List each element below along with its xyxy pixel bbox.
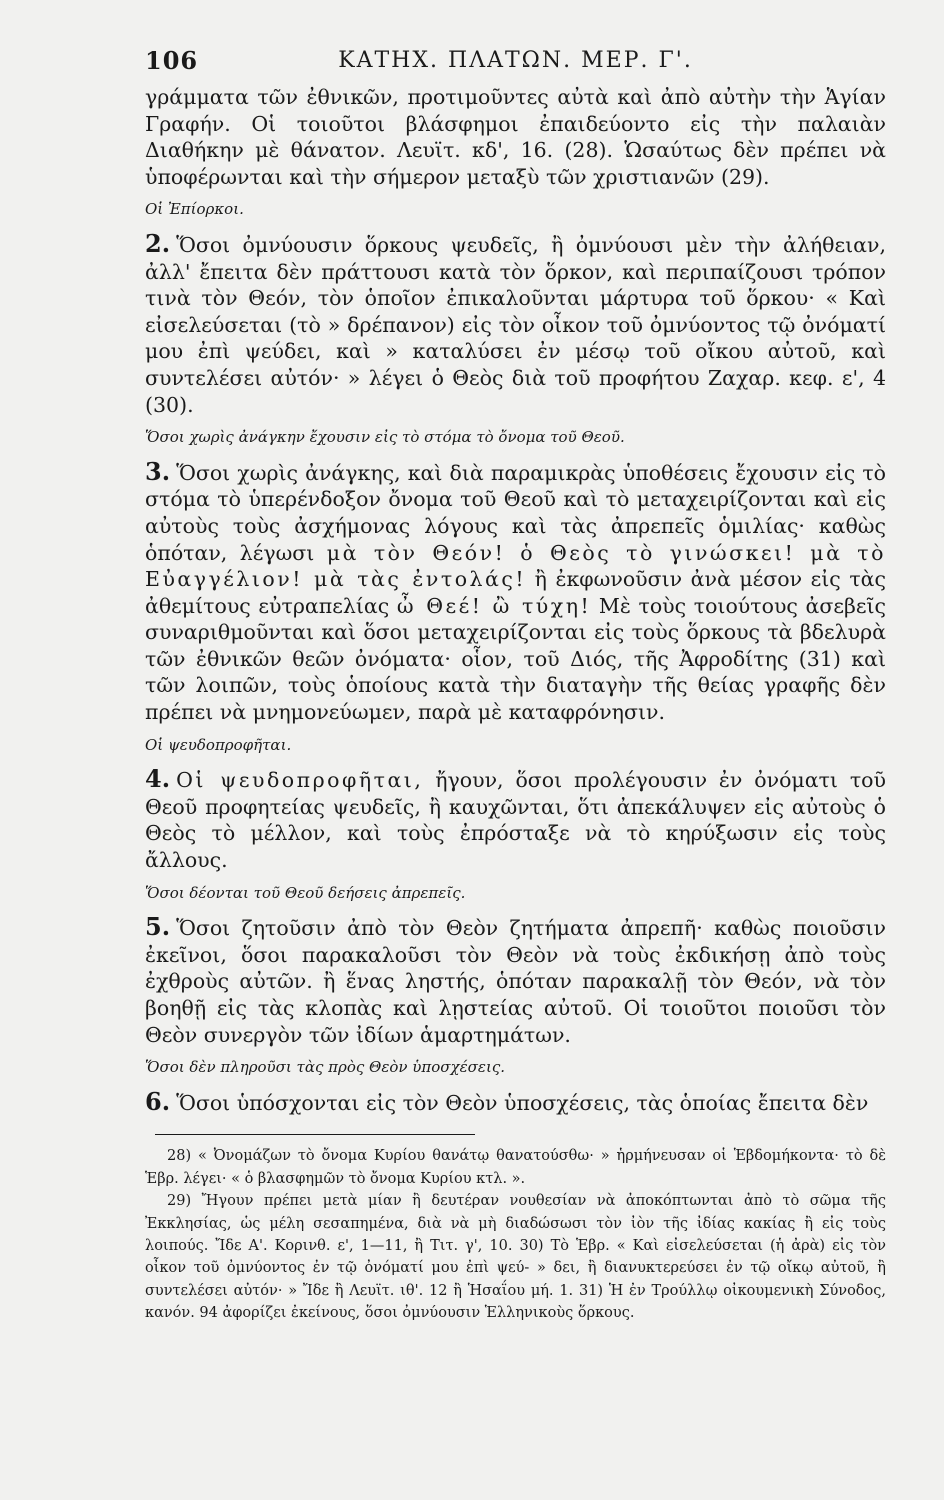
section-number: 5. [145, 912, 171, 942]
section-text: Ὅσοι ὑπόσχονται εἰς τὸν Θεὸν ὑποσχέσεις, τὰς ὁποίας ἔπειτα δὲν [176, 1090, 869, 1115]
section-text: Ὅσοι ὀμνύουσιν ὅρκους ψευδεῖς, ἢ ὀμνύουσι μὲν τὴν ἀλήθειαν, ἀλλ' ἔπειτα δὲν πράττουσι κατὰ τὸν ὅρκον, καὶ περιπαίζουσι τρόπον τινὰ τὸν Θεόν, τὸν ὁποῖον ἐπικαλοῦνται μάρτυρα τοῦ ὅρκου· « Καὶ εἰσελεύσεται (τὸ » δρέπανον) εἰς τὸν οἶκον τοῦ ὀμνύοντος τῷ ὀνόματί μου ἐπὶ ψεύδει, καὶ » καταλύσει ἐν μέσῳ τοῦ οἴκου αὐτοῦ, καὶ συντελέσει αὐτόν· » λέγει ὁ Θεὸς διὰ τοῦ προφήτου Ζαχαρ. κεφ. ε', 4 (30). [145, 232, 886, 417]
intro-paragraph: γράμματα τῶν ἐθνικῶν, προτιμοῦντες αὐτὰ καὶ ἀπὸ αὐτὴν τὴν Ἁγίαν Γραφήν. Οἱ τοιοῦτοι βλάσφημοι ἐπαιδεύοντο εἰς τὴν παλαιὰν Διαθήκην μὲ θάνατον. Λευϊτ. κδ', 16. (28). Ὡσαύτως δὲν πρέπει νὰ ὑποφέρωνται καὶ τὴν σήμερον μεταξὺ τῶν χριστιανῶν (29). [145, 85, 886, 189]
footnote-divider [155, 1134, 475, 1135]
footnote-28: 28) « Ὀνομάζων τὸ ὄνομα Κυρίου θανάτῳ θανατούσθω· » ἡρμήνευσαν οἱ Ἑβδομήκοντα· τὸ δὲ Ἑβρ. λέγει· « ὁ βλασφημῶν τὸ ὄνομα Κυρίου κτλ. ». [145, 1148, 886, 1187]
section-heading-perjurers: Οἱ Ἐπίορκοι. [145, 200, 244, 219]
main-text [145, 84, 886, 1116]
section-number: 4. [145, 764, 171, 794]
section-number: 6. [145, 1086, 171, 1116]
spaced-exclamations: μὰ τὸν Θεόν! ὁ Θεὸς τὸ γινώσκει! μὰ τὸ Εὐαγγέλιον! μὰ τὰς ἐντολάς! [145, 540, 886, 592]
section-2-paragraph [145, 228, 886, 418]
section-text: Ὅσοι ζητοῦσιν ἀπὸ τὸν Θεὸν ζητήματα ἀπρεπῆ· καθὼς ποιοῦσιν ἐκεῖνοι, ὅσοι παρακαλοῦσι τὸν Θεὸν νὰ τοὺς ἐκδικήσῃ ἀπὸ τοὺς ἐχθροὺς αὐτῶν. ἢ ἕνας ληστής, ὁπόταν παρακαλῇ τὸν Θεόν, νὰ τὸν βοηθῇ εἰς τὰς κλοπὰς καὶ λῃστείας αὐτοῦ. Οἱ τοιοῦτοι ποιοῦσι τὸν Θεὸν συνεργὸν τῶν ἰδίων ἁμαρτημάτων. [145, 916, 886, 1047]
section-number: 2. [145, 228, 171, 258]
section-5-paragraph [145, 914, 886, 1048]
section-heading-needless-oaths: Ὅσοι χωρὶς ἀνάγκην ἔχουσιν εἰς τὸ στόμα τὸ ὄνομα τοῦ Θεοῦ. [145, 428, 625, 447]
spaced-term: Οἱ ψευδοπροφῆται, [176, 768, 424, 793]
footnotes [145, 1145, 886, 1324]
section-text: ἤγουν, ὅσοι προλέγουσιν ἐν ὀνόματι τοῦ Θεοῦ προφητείας ψευδεῖς, ἢ καυχῶνται, ὅτι ἀπεκάλυψεν εἰς αὐτοὺς ὁ Θεὸς τὸ μέλλον, καὶ τοὺς ἐπρόσταξε νὰ τὸ κηρύξωσιν εἰς τοὺς ἄλλους. [145, 768, 886, 873]
section-text: ἢ ἐκφωνοῦσιν ἀνὰ μέσον εἰς τὰς ἀθεμίτους εὐτραπελίας [145, 567, 886, 618]
section-number: 3. [145, 456, 171, 486]
footnote-29-30 [145, 1190, 886, 1324]
section-heading-false-prophets: Οἱ ψευδοπροφῆται. [145, 735, 292, 754]
section-text: Μὲ τοὺς τοιούτους ἀσεβεῖς συναριθμοῦνται καὶ ὅσοι μεταχειρίζονται εἰς τοὺς ὅρκους τὰ βδελυρὰ τῶν ἐθνικῶν θεῶν ὀνόματα· οἷον, τοῦ Διός, τῆς Ἀφροδίτης (31) καὶ τῶν λοιπῶν, τοὺς ὁποίους κατὰ τὴν διαταγὴν τῆς θείας γραφῆς δὲν πρέπει νὰ μνημονεύωμεν, παρὰ μὲ καταφρόνησιν. [145, 593, 886, 725]
footnote-30: 30) Τὸ Ἑβρ. « Καὶ εἰσελεύσεται (ἡ ἀρὰ) εἰς τὸν οἶκον τοῦ ὀμνύοντος ἐν τῷ ὀνόματί μου ἐπὶ ψεύ- » δει, ἢ διανυκτερεύσει ἐν τῷ οἴκῳ αὐτοῦ, ἢ συντελέσει αὐτόν· » Ἴδε ἢ Λευϊτ. ιθ'. 12 ἢ Ἡσαΐου μή. 1. [145, 1238, 886, 1299]
section-text: Ὅσοι χωρὶς ἀνάγκης, καὶ διὰ παραμικρὰς ὑποθέσεις ἔχουσιν εἰς τὸ στόμα τὸ ὑπερένδοξον ὄνομα τοῦ Θεοῦ καὶ τὸ μεταχειρίζονται καὶ εἰς αὐτοὺς τοὺς ἀσχήμονας λόγους καὶ τὰς ἀπρεπεῖς ὁμιλίας· καθὼς ὁπόταν, λέγωσι [145, 460, 886, 565]
section-3-paragraph [145, 456, 886, 726]
footnote-31: 31) Ἡ ἐν Τρούλλῳ οἰκουμενικὴ Σύνοδος, κανόν. 94 ἀφορίζει ἐκείνους, ὅσοι ὀμνύουσιν Ἑλληνικοὺς ὅρκους. [145, 1282, 886, 1322]
footnote-29: 29) Ἤγουν πρέπει μετὰ μίαν ἢ δευτέραν νουθεσίαν νὰ ἀποκόπτωνται ἀπὸ τὸ σῶμα τῆς Ἐκκλησίας, ὡς μέλη σεσαπημένα, διὰ νὰ μὴ διαδώσωσι τὸν ἰὸν τῆς ἰδίας κακίας ἢ εἰς τοὺς λοιπούς. Ἴδε Α'. Κορινθ. ε', 1—11, ἢ Τιτ. γ', 10. [145, 1193, 886, 1254]
spaced-exclamations: ὦ Θεέ! ὢ τύχη! [396, 593, 592, 618]
page-number: 106 [145, 46, 199, 75]
section-heading-improper-prayers: Ὅσοι δέονται τοῦ Θεοῦ δεήσεις ἀπρεπεῖς. [145, 883, 466, 902]
section-4-paragraph [145, 766, 886, 873]
section-heading-unkept-vows: Ὅσοι δὲν πληροῦσι τὰς πρὸς Θεὸν ὑποσχέσεις. [145, 1058, 506, 1077]
section-6-paragraph [145, 1086, 886, 1117]
running-title: ΚΑΤΗΧ. ΠΛΑΤΩΝ. ΜΕΡ. Γ'. [338, 48, 693, 73]
page-header [145, 40, 886, 84]
